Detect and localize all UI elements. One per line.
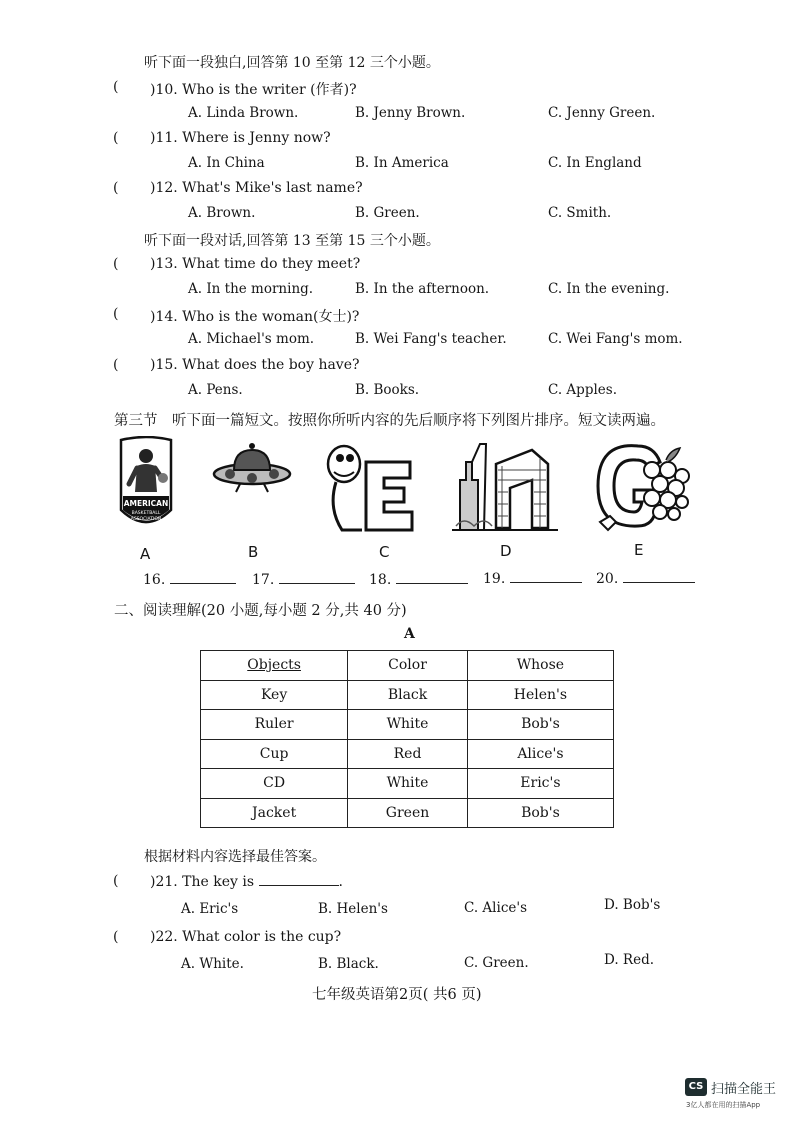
q21-option-d: D. Bob's [604, 897, 661, 913]
table-cell: Red [348, 739, 468, 769]
section-instruction-dialogue: 听下面一段对话,回答第 13 至第 15 三个小题。 [144, 233, 440, 249]
scanner-logo: CS [685, 1078, 707, 1096]
q12-option-b: B. Green. [355, 205, 420, 221]
q10-option-c: C. Jenny Green. [548, 105, 656, 121]
table-row [201, 769, 614, 799]
question-12: )12. What's Mike's last name? [150, 180, 363, 196]
q12-option-a: A. Brown. [188, 205, 256, 221]
table-header-cell: Objects [201, 651, 348, 681]
table-cell: Green [348, 798, 468, 828]
q15-option-b: B. Books. [355, 382, 420, 398]
section-instruction-monologue: 听下面一段独白,回答第 10 至第 12 三个小题。 [144, 55, 440, 71]
scanner-tagline: 3亿人都在用的扫描App [686, 1101, 761, 1109]
badge-text-3: ASSOCIATION [130, 517, 162, 522]
table-header-cell: Whose [467, 651, 613, 681]
answer-paren: ( [113, 79, 119, 95]
q22-option-d: D. Red. [604, 952, 655, 968]
q22-option-b: B. Black. [318, 956, 379, 972]
table-cell: CD [201, 769, 348, 799]
q10-option-b: B. Jenny Brown. [355, 105, 466, 121]
table-row [201, 710, 614, 740]
answer-blank[interactable] [623, 581, 695, 583]
question-10: )10. Who is the writer (作者)? [150, 82, 357, 98]
picture-label-c: C [379, 543, 390, 561]
answer-paren: ( [113, 256, 119, 272]
table-cell: Jacket [201, 798, 348, 828]
table-header-cell: Color [348, 651, 468, 681]
table-cell: White [348, 710, 468, 740]
answer-blank[interactable] [259, 884, 339, 886]
blank-18: 18. [369, 572, 468, 588]
question-21: )21. The key is . [150, 874, 343, 890]
letter-e-cartoon-picture [322, 438, 418, 538]
table-cell: Cup [201, 739, 348, 769]
question-15: )15. What does the boy have? [150, 357, 360, 373]
question-14: )14. Who is the woman(女士)? [150, 309, 360, 325]
ufo-picture [210, 440, 294, 496]
answer-paren: ( [113, 873, 119, 889]
q11-option-b: B. In America [355, 155, 449, 171]
table-cell: Black [348, 680, 468, 710]
q13-option-a: A. In the morning. [188, 281, 314, 297]
table-header-row [201, 651, 614, 681]
picture-label-e: E [634, 541, 644, 559]
table-row [201, 739, 614, 769]
section-3-instruction: 第三节 听下面一篇短文。按照你所听内容的先后顺序将下列图片排序。短文读两遍。 [114, 413, 665, 429]
q11-option-a: A. In China [188, 155, 265, 171]
q21-option-c: C. Alice's [464, 900, 528, 916]
table-cell: Key [201, 680, 348, 710]
part-2-heading: 二、阅读理解(20 小题,每小题 2 分,共 40 分) [114, 603, 407, 619]
question-22: )22. What color is the cup? [150, 929, 342, 945]
badge-text-1: AMERICAN [123, 499, 169, 508]
table-cell: Bob's [467, 710, 613, 740]
reading-instruction: 根据材料内容选择最佳答案。 [144, 849, 326, 865]
passage-a-title: A [404, 626, 415, 642]
table-row [201, 680, 614, 710]
table-cell: Bob's [467, 798, 613, 828]
table-cell: Ruler [201, 710, 348, 740]
q14-option-b: B. Wei Fang's teacher. [355, 331, 507, 347]
q13-option-b: B. In the afternoon. [355, 281, 490, 297]
table-cell: Eric's [467, 769, 613, 799]
picture-label-b: B [248, 543, 259, 561]
q10-option-a: A. Linda Brown. [188, 105, 299, 121]
q13-option-c: C. In the evening. [548, 281, 670, 297]
letter-e-text: E [392, 454, 393, 455]
blank-19: 19. [483, 571, 582, 587]
q22-option-c: C. Green. [464, 955, 529, 971]
q21-option-a: A. Eric's [181, 901, 239, 917]
blank-20: 20. [596, 571, 695, 587]
question-11: )11. Where is Jenny now? [150, 130, 331, 146]
q22-option-a: A. White. [181, 956, 244, 972]
q15-option-a: A. Pens. [188, 382, 243, 398]
table-row [201, 798, 614, 828]
q15-option-c: C. Apples. [548, 382, 617, 398]
table-cell: Helen's [467, 680, 613, 710]
answer-blank[interactable] [510, 581, 582, 583]
q21-option-b: B. Helen's [318, 901, 388, 917]
page-footer: 七年级英语第2页( 共6 页) [312, 987, 482, 1003]
answer-paren: ( [113, 357, 119, 373]
question-13: )13. What time do they meet? [150, 256, 361, 272]
blank-16: 16. [143, 572, 236, 588]
answer-paren: ( [113, 306, 119, 322]
basketball-badge-picture [115, 436, 177, 536]
answer-blank[interactable] [170, 582, 236, 584]
table-cell: Alice's [467, 739, 613, 769]
q11-option-c: C. In England [548, 155, 642, 171]
answer-paren: ( [113, 180, 119, 196]
answer-paren: ( [113, 130, 119, 146]
scanner-app-name: 扫描全能王 [711, 1082, 777, 1097]
picture-label-d: D [500, 542, 512, 560]
city-buildings-picture [452, 440, 558, 532]
objects-table [200, 650, 614, 828]
answer-blank[interactable] [279, 582, 355, 584]
answer-blank[interactable] [396, 582, 468, 584]
badge-text-2: BASKETBALL [131, 511, 161, 516]
answer-paren: ( [113, 929, 119, 945]
table-cell: White [348, 769, 468, 799]
blank-17: 17. [252, 572, 355, 588]
q12-option-c: C. Smith. [548, 205, 612, 221]
q14-option-c: C. Wei Fang's mom. [548, 331, 683, 347]
picture-label-a: A [140, 545, 151, 563]
q14-option-a: A. Michael's mom. [188, 331, 315, 347]
letter-g-grapes-picture [588, 436, 692, 536]
